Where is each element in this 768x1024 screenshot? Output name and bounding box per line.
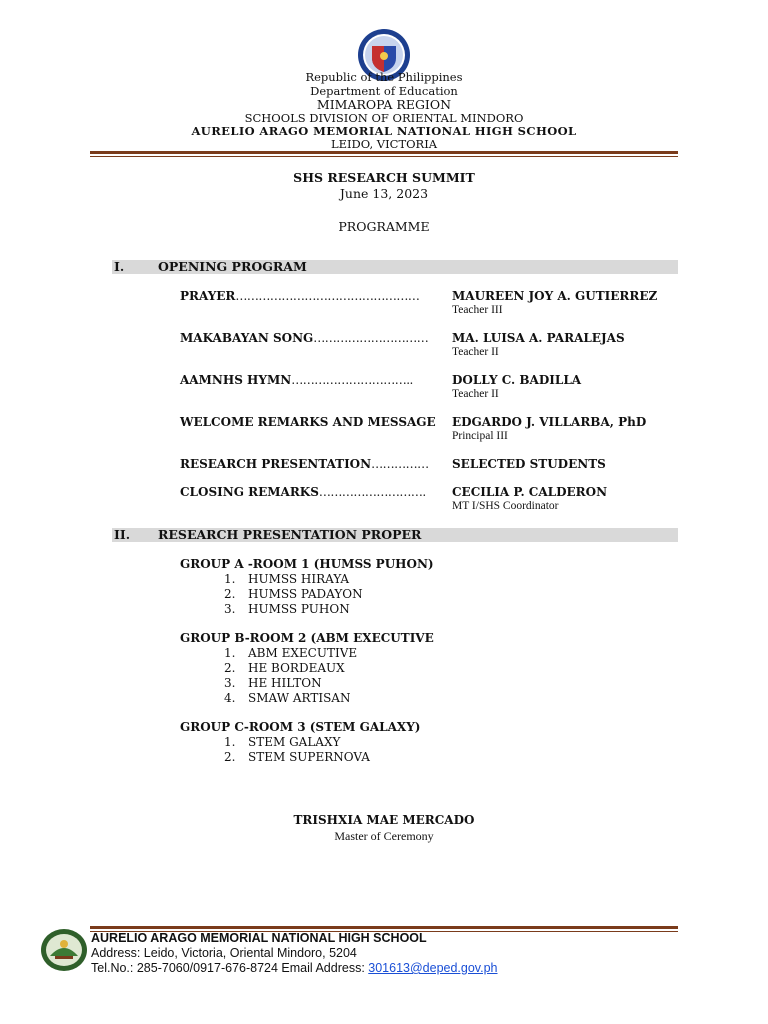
section-number: I. bbox=[114, 259, 125, 274]
item-label: WELCOME REMARKS AND MESSAGE bbox=[180, 415, 436, 429]
program-item-prayer bbox=[180, 289, 419, 303]
item-leader-dots: …………… bbox=[371, 457, 429, 471]
item-role: Teacher II bbox=[452, 346, 499, 358]
group-c-list bbox=[224, 735, 370, 765]
list-item: 4. SMAW ARTISAN bbox=[224, 691, 351, 705]
list-item: 1. HUMSS HIRAYA bbox=[224, 572, 349, 586]
program-item-aamnhs-hymn bbox=[180, 373, 413, 387]
item-leader-dots: ………………………….. bbox=[291, 373, 413, 387]
item-person: EDGARDO J. VILLARBA, PhD bbox=[452, 415, 647, 429]
item-leader-dots: ………………………. bbox=[318, 485, 426, 499]
item-label: CLOSING REMARKS bbox=[180, 485, 319, 499]
list-item: 1. STEM GALAXY bbox=[224, 735, 341, 749]
section-title: RESEARCH PRESENTATION PROPER bbox=[158, 527, 422, 542]
group-a-title: GROUP A -ROOM 1 (HUMSS PUHON) bbox=[180, 557, 434, 571]
emcee-role: Master of Ceremony bbox=[334, 829, 434, 843]
header-location: LEIDO, VICTORIA bbox=[330, 137, 438, 151]
header-region: MIMAROPA REGION bbox=[316, 97, 452, 112]
section-title: OPENING PROGRAM bbox=[158, 259, 307, 274]
list-item: 2. STEM SUPERNOVA bbox=[224, 750, 370, 764]
footer-address: Address: Leido, Victoria, Oriental Mindoro, 5204 bbox=[91, 946, 357, 960]
list-item: 1. ABM EXECUTIVE bbox=[224, 646, 358, 660]
header-department: Department of Education bbox=[310, 84, 458, 98]
header-republic: Republic of the Philippines bbox=[305, 70, 463, 84]
list-item: 2. HE BORDEAUX bbox=[224, 661, 345, 675]
item-person: MA. LUISA A. PARALEJAS bbox=[452, 331, 625, 345]
list-item: 3. HUMSS PUHON bbox=[224, 602, 350, 616]
program-item-makabayan-song bbox=[180, 331, 428, 345]
item-role: Principal III bbox=[452, 430, 508, 442]
item-person: SELECTED STUDENTS bbox=[452, 457, 606, 471]
header-school: AURELIO ARAGO MEMORIAL NATIONAL HIGH SCHOOL bbox=[191, 124, 577, 138]
emcee-name: TRISHXIA MAE MERCADO bbox=[293, 813, 475, 827]
item-role: Teacher III bbox=[452, 304, 503, 316]
footer-contact bbox=[91, 961, 498, 975]
item-leader-dots: ………………………… bbox=[313, 331, 429, 345]
header-divider bbox=[90, 151, 678, 157]
event-date: June 13, 2023 bbox=[339, 186, 429, 201]
event-title: SHS RESEARCH SUMMIT bbox=[293, 170, 475, 185]
item-person: DOLLY C. BADILLA bbox=[452, 373, 582, 387]
group-c-title: GROUP C-ROOM 3 (STEM GALAXY) bbox=[180, 720, 421, 734]
program-item-welcome-remarks bbox=[180, 415, 436, 429]
section-opening-program bbox=[112, 260, 678, 274]
email-link[interactable]: 301613@deped.gov.ph bbox=[368, 961, 498, 975]
item-leader-dots: ………………………………………… bbox=[235, 289, 420, 303]
footer-tel: Tel.No.: 285-7060/0917-676-8724 Email Address: bbox=[91, 961, 369, 975]
program-item-closing-remarks bbox=[180, 485, 426, 499]
item-label: MAKABAYAN SONG bbox=[180, 331, 314, 345]
header-division: SCHOOLS DIVISION OF ORIENTAL MINDORO bbox=[244, 111, 524, 125]
item-person: CECILIA P. CALDERON bbox=[452, 485, 608, 499]
school-logo-icon bbox=[40, 928, 88, 972]
section-number: II. bbox=[114, 527, 131, 542]
group-a-list bbox=[224, 572, 363, 617]
item-role: MT I/SHS Coordinator bbox=[452, 500, 559, 512]
footer-school: AURELIO ARAGO MEMORIAL NATIONAL HIGH SCHOOL bbox=[91, 931, 427, 945]
section-research-presentation-proper bbox=[112, 528, 678, 542]
programme-heading: PROGRAMME bbox=[338, 219, 430, 234]
list-item: 2. HUMSS PADAYON bbox=[224, 587, 363, 601]
program-item-research-presentation bbox=[180, 457, 429, 471]
item-label: PRAYER bbox=[180, 289, 236, 303]
item-role: Teacher II bbox=[452, 388, 499, 400]
group-b-list bbox=[224, 646, 357, 706]
group-b-title: GROUP B-ROOM 2 (ABM EXECUTIVE bbox=[180, 631, 434, 645]
list-item: 3. HE HILTON bbox=[224, 676, 322, 690]
item-label: RESEARCH PRESENTATION bbox=[180, 457, 372, 471]
item-label: AAMNHS HYMN bbox=[180, 373, 292, 387]
item-person: MAUREEN JOY A. GUTIERREZ bbox=[452, 289, 658, 303]
